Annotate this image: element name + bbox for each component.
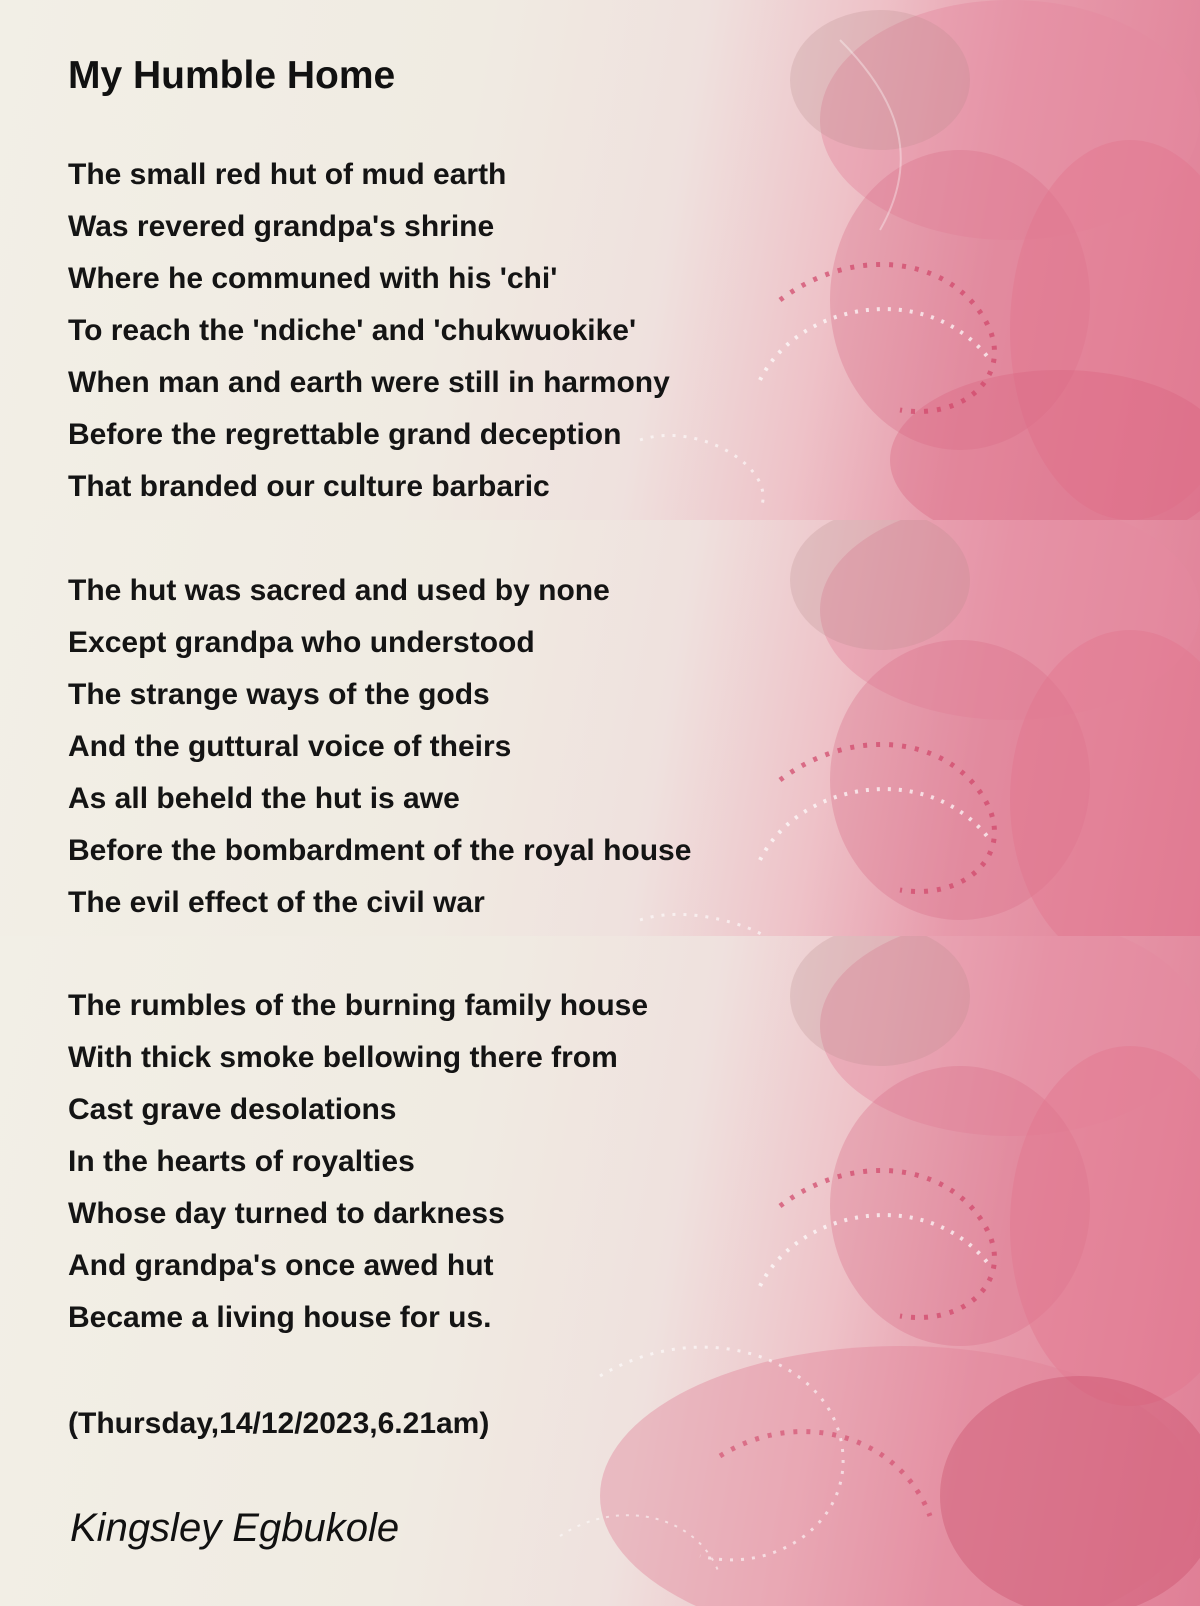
poem-line: When man and earth were still in harmony xyxy=(68,366,670,399)
poem-line: The small red hut of mud earth xyxy=(68,158,507,191)
poem-line: In the hearts of royalties xyxy=(68,1145,415,1178)
poem-line: Before the bombardment of the royal house xyxy=(68,834,692,867)
stanza-2 xyxy=(68,565,691,929)
poem-author: Kingsley Egbukole xyxy=(70,1506,400,1550)
poem-line: Was revered grandpa's shrine xyxy=(68,210,495,243)
poem-line: That branded our culture barbaric xyxy=(68,470,550,503)
poem-line: And grandpa's once awed hut xyxy=(68,1249,494,1282)
poem-line: Where he communed with his 'chi' xyxy=(68,262,558,295)
stanza-1 xyxy=(68,149,670,513)
poem-line: Cast grave desolations xyxy=(68,1093,397,1126)
poem-line: Whose day turned to darkness xyxy=(68,1197,505,1230)
poem-line: The evil effect of the civil war xyxy=(68,886,485,919)
poem-line: Became a living house for us. xyxy=(68,1301,492,1334)
poem-line: The strange ways of the gods xyxy=(68,678,490,711)
poem-line: As all beheld the hut is awe xyxy=(68,782,460,815)
poem-timestamp: (Thursday,14/12/2023,6.21am) xyxy=(68,1407,490,1440)
poem-line: The hut was sacred and used by none xyxy=(68,574,610,607)
poem-line: And the guttural voice of theirs xyxy=(68,730,512,763)
poem-line: To reach the 'ndiche' and 'chukwuokike' xyxy=(68,314,637,347)
poem-line: Before the regrettable grand deception xyxy=(68,418,622,451)
poem-line: The rumbles of the burning family house xyxy=(68,989,649,1022)
poem-title: My Humble Home xyxy=(68,54,396,97)
stanza-3 xyxy=(68,980,648,1344)
poem-line: With thick smoke bellowing there from xyxy=(68,1041,618,1074)
poem-line: Except grandpa who understood xyxy=(68,626,535,659)
